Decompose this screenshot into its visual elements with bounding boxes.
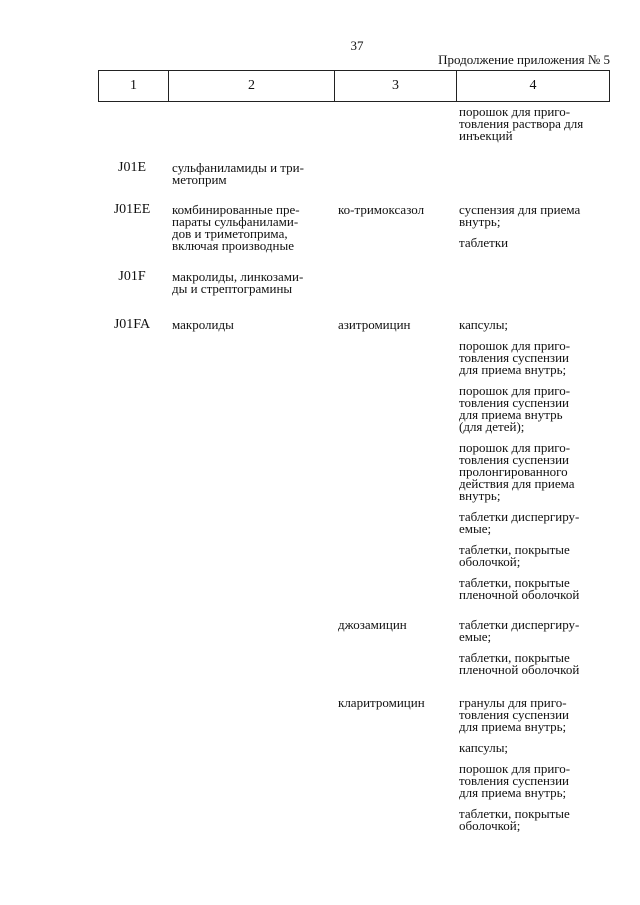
dosage-forms <box>459 319 609 610</box>
dosage-form: капсулы; <box>459 740 509 755</box>
dosage-form: таблетки <box>459 235 509 250</box>
continuation-caption: Продолжение приложения № 5 <box>438 52 610 67</box>
atc-code: J01EE <box>113 202 151 217</box>
drug-name: джозамицин <box>338 617 407 632</box>
dosage-form: капсулы; <box>459 317 509 332</box>
header-col-2: 2 <box>169 71 335 102</box>
dosage-form: суспензия для приема внутрь; <box>459 202 581 229</box>
dosage-forms <box>459 697 609 841</box>
dosage-form: порошок для приго- товления суспензии для приема внутрь; <box>459 338 571 377</box>
atc-group-name: сульфаниламиды и три- метоприм <box>172 160 304 187</box>
drug-name: кларитромицин <box>338 695 425 710</box>
dosage-forms <box>459 204 609 258</box>
dosage-form: таблетки диспергиру- емые; <box>459 617 580 644</box>
dosage-forms <box>459 106 609 151</box>
dosage-form: таблетки, покрытые пленочной оболочкой <box>459 575 580 602</box>
header-col-4: 4 <box>457 71 610 102</box>
dosage-form: гранулы для приго- товления суспензии для приема внутрь; <box>459 695 569 734</box>
dosage-form: порошок для приго- товления суспензии для приема внутрь (для детей); <box>459 383 571 434</box>
atc-group-name: макролиды <box>172 317 234 332</box>
page-number: 37 <box>350 38 364 53</box>
header-col-3: 3 <box>335 71 457 102</box>
atc-code: J01F <box>118 269 146 284</box>
header-col-1: 1 <box>99 71 169 102</box>
drug-name: азитромицин <box>338 317 411 332</box>
atc-code: J01FA <box>113 317 151 332</box>
table-header <box>98 70 610 102</box>
atc-group-name: макролиды, линкозами- ды и стрептограмины <box>172 269 304 296</box>
dosage-form: порошок для приго- товления суспензии пролонгированного действия для приема внутрь; <box>459 440 575 503</box>
drug-name: ко-тримоксазол <box>338 202 425 217</box>
dosage-form: таблетки диспергиру- емые; <box>459 509 580 536</box>
dosage-form: таблетки, покрытые пленочной оболочкой <box>459 650 580 677</box>
dosage-form: порошок для приго- товления раствора для инъекций <box>459 104 584 143</box>
dosage-form: таблетки, покрытые оболочкой; <box>459 806 570 833</box>
dosage-forms <box>459 619 609 685</box>
dosage-form: порошок для приго- товления суспензии для приема внутрь; <box>459 761 571 800</box>
atc-code: J01E <box>118 160 146 175</box>
dosage-form: таблетки, покрытые оболочкой; <box>459 542 570 569</box>
atc-group-name: комбинированные пре- параты сульфанилами- дов и триметоприма, включая производные <box>172 202 300 253</box>
